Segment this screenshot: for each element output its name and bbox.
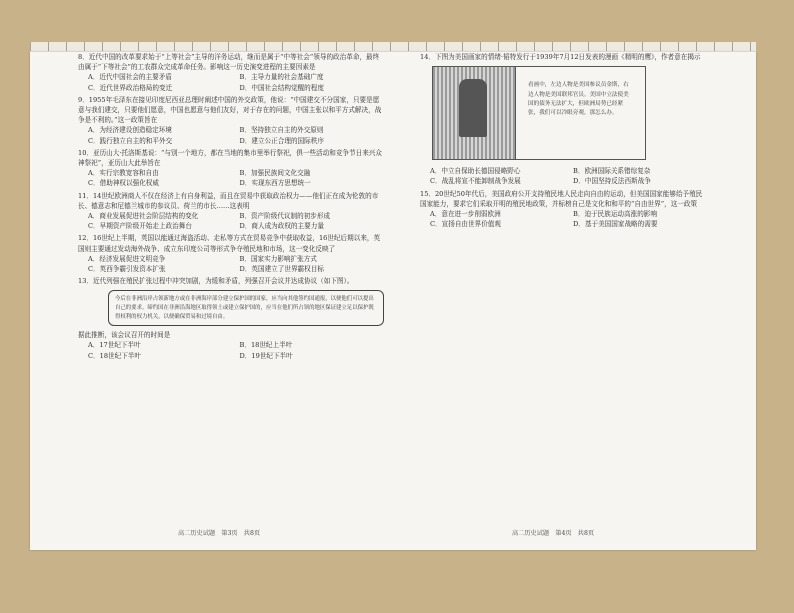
ruler-tick	[426, 42, 427, 51]
option-d: D．19世纪下半叶	[239, 351, 293, 360]
question-11	[78, 191, 383, 232]
ruler-tick	[246, 42, 247, 51]
cartoon-figure	[432, 66, 646, 160]
cartoon-image	[433, 67, 516, 159]
ruler-tick	[264, 42, 265, 51]
ruler-tick	[624, 42, 625, 51]
ruler-tick	[696, 42, 697, 51]
ruler-tick	[120, 42, 121, 51]
option-a: A．17世纪下半叶	[88, 341, 141, 350]
question-9	[78, 95, 383, 146]
option-a: A．实行宗教宽容和自由	[88, 169, 159, 178]
option-b: B．迫于民族运动高涨的影响	[573, 210, 657, 219]
ruler-tick	[750, 42, 751, 51]
ruler-tick	[390, 42, 391, 51]
ruler-tick	[48, 42, 49, 51]
answer-options	[420, 209, 708, 229]
option-c: C．近代世界政治格局的变迁	[88, 83, 173, 92]
ruler-tick	[732, 42, 733, 51]
ruler-tick	[408, 42, 409, 51]
ruler-tick	[300, 42, 301, 51]
page-4-column	[420, 52, 708, 231]
option-d: D．中国坚持反法西斯战争	[573, 177, 651, 186]
option-a: A．商业发展促进社会阶层结构的变化	[88, 212, 199, 221]
answer-options	[420, 166, 708, 186]
option-d: D．中国社会结构觉醒的程度	[239, 83, 324, 92]
ruler-tick	[714, 42, 715, 51]
ruler-tick	[66, 42, 67, 51]
ruler-tick	[552, 42, 553, 51]
question-14	[420, 52, 708, 187]
ruler-tick	[282, 42, 283, 51]
option-d: D．商人成为政权的主要力量	[239, 222, 324, 231]
option-d: D．建立公正合理的国际秩序	[239, 136, 324, 145]
page-3-column	[78, 52, 383, 363]
question-stem: 9．1955年毛泽东在接见印度尼西亚总理时阐述中国的外交政策，他说：“中国建交不分国家，只要是愿意与我们建交，只要他们愿意，中国也愿意与他们友好，对于存在的问题，中国主张以和平方式解决，战争是不利的。”这一政策旨在	[78, 95, 382, 125]
option-a: A．为经济建设创造稳定环境	[88, 126, 172, 135]
answer-options	[78, 254, 383, 274]
question-prompt: 据此推断，该会议召开的时间是	[78, 331, 171, 340]
ruler-tick	[318, 42, 319, 51]
option-b: B．坚持独立自主的外交原则	[239, 126, 324, 135]
question-stem: 10．亚历山大·托洛斯基说：“与别一个地方，都在当地的集市里举行祭祀，俱一些活动和竞争节日来兴众神祭祀”，亚历山大此举旨在	[78, 148, 382, 168]
ruler-tick	[84, 42, 85, 51]
ruler-tick	[642, 42, 643, 51]
question-8	[78, 52, 383, 93]
option-a: A．意在进一步削弱欧洲	[430, 210, 501, 219]
option-d: D．基于美国国家战略的需要	[573, 220, 658, 229]
answer-options	[78, 125, 383, 145]
ruler-tick	[30, 42, 31, 51]
option-b: B．主导力量的社会基础广度	[239, 73, 324, 82]
option-c: C．宣扬自由世界价值观	[430, 220, 501, 229]
question-13	[78, 276, 383, 361]
question-stem: 15．20世纪50年代后，美国政府公开支持殖民地人民走向自由的运动，但美国国家能够给予殖民国家能力，要求它们采取开明的殖民地政策，并标榜自己是文化和和平的“自由世界”，这一政策	[420, 189, 703, 208]
question-15	[420, 189, 708, 230]
ruler-tick	[588, 42, 589, 51]
question-stem: 11．14世纪欧洲商人不仅在经济上有自身利益，而且在贸易中获取政治权力——他们正在成为伦敦的市长、德意志和尼德兰城市的参议员、荷兰的市长……这表明	[78, 191, 379, 210]
question-stem: 8．近代中国的改革要求始于“上等社会”主导的洋务运动，继而是属于“中等社会”领导的政治革命，最终由属于“下等社会”的工农群众完成革命任务。影响这一历史演变进程的主要因素是	[78, 53, 380, 72]
ruler-tick	[210, 42, 211, 51]
option-d: D．实现东西方思想统一	[239, 179, 311, 188]
ruler-tick	[138, 42, 139, 51]
option-b: B．加强民族间文化交融	[239, 169, 311, 178]
ruler-tick	[516, 42, 517, 51]
ruler-tick	[192, 42, 193, 51]
question-stem: 12．16世纪上半期，英国以能通过海盗活动、走私等方式在贸易竞争中获取收益，16世纪后期以来，英国则主要通过发动海外战争、成立东印度公司等形式争夺殖民地和市场，这一变化反映了	[78, 234, 381, 253]
ruler-tick	[156, 42, 157, 51]
ruler-tick	[354, 42, 355, 51]
ruler-tick	[444, 42, 445, 51]
ruler-tick	[570, 42, 571, 51]
cartoon-caption: 看画中，左边人物是美国参议员金斯，右边人物是美国联邦官员。美国中立法使美国的债务无法扩大，但欧洲局势已经紧张，我们可以冷眼旁观，那怎么办。	[528, 82, 629, 117]
ruler-tick	[498, 42, 499, 51]
option-c: C．早期资产阶级开始走上政治舞台	[88, 222, 192, 231]
answer-options	[78, 340, 383, 360]
option-c: C．战乱将宣不能卸制战争发展	[430, 177, 521, 186]
question-12	[78, 233, 383, 274]
ruler-tick	[228, 42, 229, 51]
ruler-tick	[606, 42, 607, 51]
option-c: C．英西争霸引发资本扩张	[88, 265, 166, 274]
option-b: B．资产阶级代议制的初步形成	[239, 212, 331, 221]
option-a: A．近代中国社会的主要矛盾	[88, 73, 172, 82]
ruler-tick	[534, 42, 535, 51]
page-3-footer: 高二历史试题 第3页 共8页	[178, 530, 261, 537]
option-c: C．18世纪下半叶	[88, 351, 141, 360]
page-4-footer: 高二历史试题 第4页 共8页	[512, 530, 595, 537]
option-a: A．经济发展促进文明竞争	[88, 254, 166, 263]
answer-options	[78, 168, 383, 188]
answer-options	[78, 72, 383, 92]
ruler-tick	[678, 42, 679, 51]
ruler-tick	[102, 42, 103, 51]
option-c: C．借助神权以强化权威	[88, 179, 159, 188]
ruler-tick	[462, 42, 463, 51]
option-c: C．践行独立自主的和平外交	[88, 136, 173, 145]
question-stem: 13．近代列强在殖民扩张过程中冲突加剧，为缓和矛盾，列强召开会议并达成协议（如下图）。	[78, 277, 354, 286]
option-b: B．18世纪上半叶	[239, 341, 293, 350]
question-stem: 14．下图为美国画家的情绪·韬特发行于1939年7月12日发表的漫画《精明的鹰》，作者意在揭示	[420, 53, 701, 61]
ruler-tick	[372, 42, 373, 51]
ruler-tick	[660, 42, 661, 51]
option-b: B．欧洲国际关系错综复杂	[573, 167, 651, 176]
ruler-tick	[480, 42, 481, 51]
option-b: B．国家实力影响扩张方式	[239, 254, 317, 263]
ruler-tick	[336, 42, 337, 51]
question-10	[78, 148, 383, 189]
answer-options	[78, 211, 383, 231]
treaty-excerpt-box: 今后在非洲沿岸占领新地方或在非洲海岸部分建立保护国的国家，应当向其他签约国通报，以便他们可以提出自己的要求。缔约国在非洲沿海地区取得领土或建立保护国的，应当在他们所占领的地区保证建立足以保护既得权利的权力机关，以便确保贸易和过境自由。	[108, 290, 384, 326]
option-a: A．中立自保助长德国侵略野心	[430, 167, 521, 176]
option-d: D．英国建立了世界霸权目标	[239, 265, 324, 274]
ruler-tick	[174, 42, 175, 51]
